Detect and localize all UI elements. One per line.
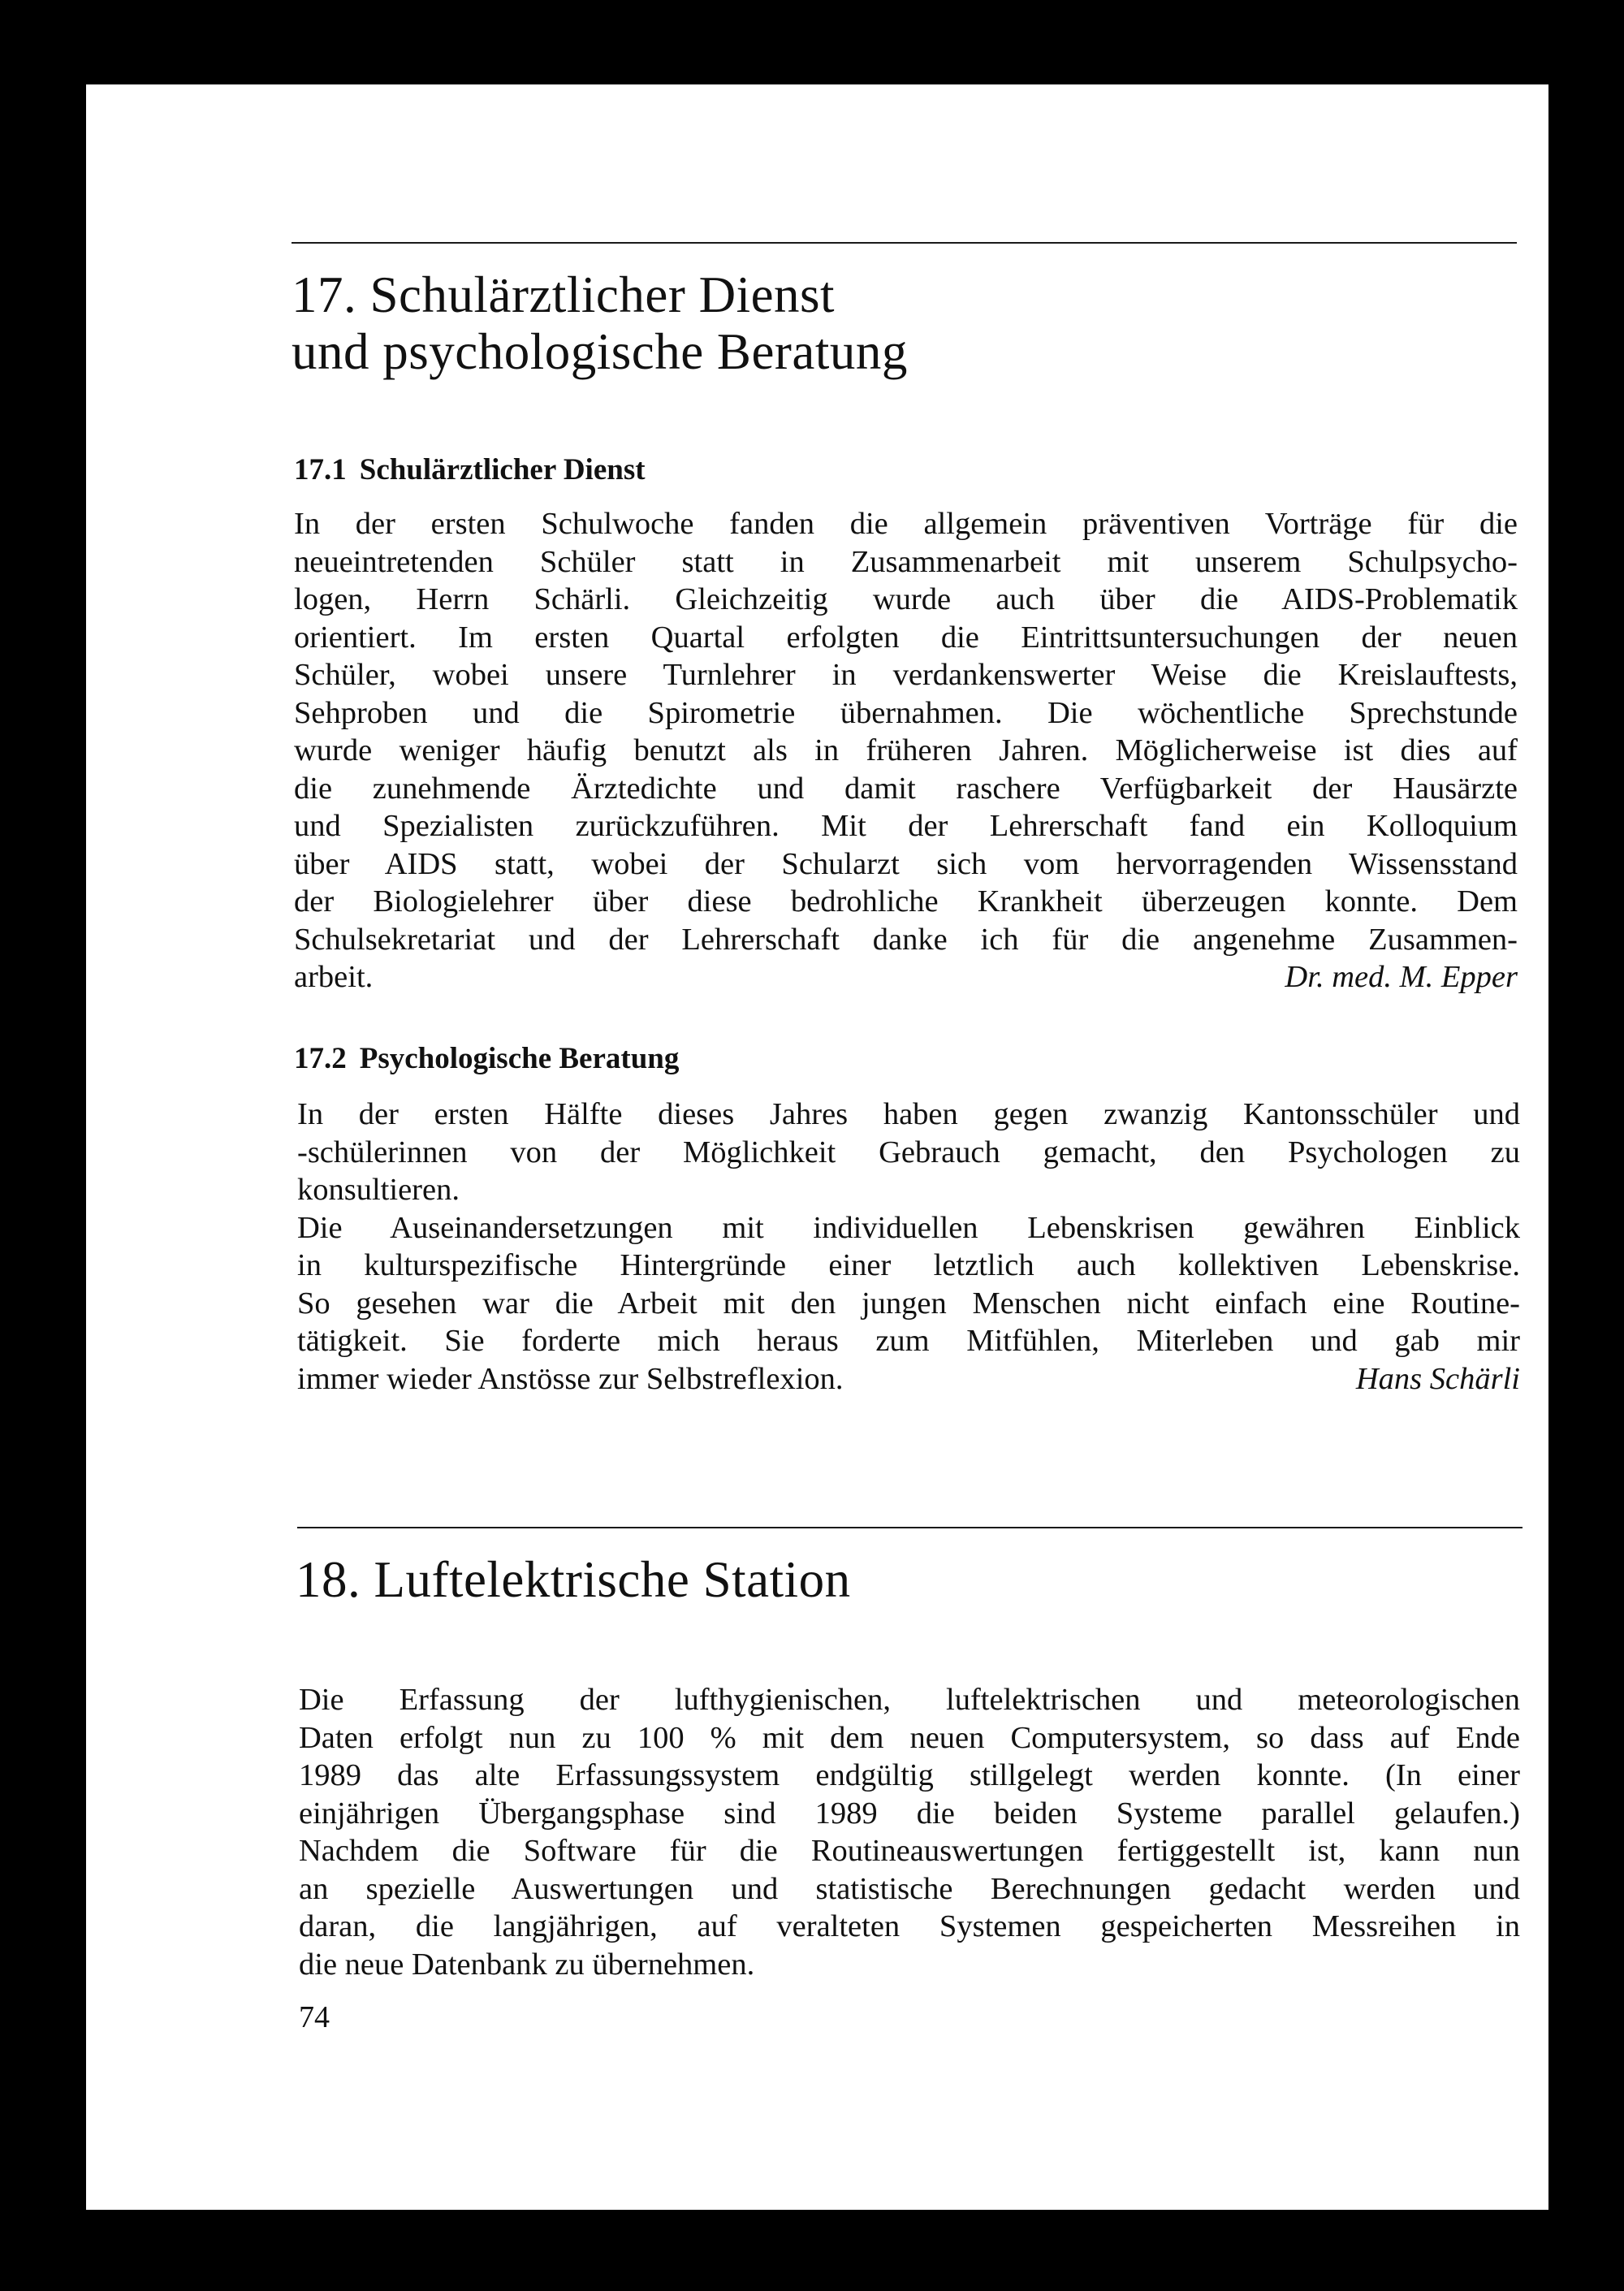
text-line: wurde weniger häufig benutzt als in früheren Jahren. Möglicherweise ist dies auf [294, 733, 1518, 767]
text-line: 1989 das alte Erfassungssystem endgültig stillgelegt werden konnte. (In einer [299, 1758, 1520, 1792]
text-line: einjährigen Übergangsphase sind 1989 die beiden Systeme parallel gelaufen.) [299, 1796, 1520, 1831]
text-line: daran, die langjährigen, auf veralteten Systemen gespeicherten Messreihen in [299, 1909, 1520, 1943]
chapter-18-title-text: 18. Luftelektrische Station [296, 1551, 851, 1608]
text-line-end: arbeit. [294, 960, 374, 994]
document-page [86, 84, 1548, 2210]
page-number: 74 [299, 2000, 330, 2034]
signature-line [297, 1360, 1520, 1398]
text-line: in kulturspezifische Hintergründe einer letztlich auch kollektiven Lebenskrise. [297, 1248, 1520, 1282]
text-line-end: die neue Datenbank zu übernehmen. [299, 1947, 755, 1982]
text-line: neueintretenden Schüler statt in Zusammenarbeit mit unserem Schulpsycho- [294, 544, 1518, 579]
text-line: an spezielle Auswertungen und statistische Berechnungen gedacht werden und [299, 1871, 1520, 1906]
text-line-end: immer wieder Anstösse zur Selbstreflexion. [297, 1361, 844, 1396]
text-line: Die Erfassung der lufthygienischen, luftelektrischen und meteorologischen [299, 1683, 1520, 1717]
text-line: tätigkeit. Sie forderte mich heraus zum Mitfühlen, Miterleben und gab mir [297, 1324, 1520, 1358]
text-line: der Biologielehrer über diese bedrohliche Krankheit überzeugen konnte. Dem [294, 884, 1518, 919]
chapter-17-title-line-1: 17. Schulärztlicher Dienst [292, 266, 836, 323]
chapter-17-title [292, 266, 908, 380]
section-17-1-label: Schulärztlicher Dienst [359, 453, 646, 486]
chapter-17-rule [292, 242, 1517, 244]
text-line: die zunehmende Ärztedichte und damit raschere Verfügbarkeit der Hausärzte [294, 771, 1518, 806]
chapter-18-rule [297, 1527, 1522, 1528]
chapter-18-paragraph [299, 1681, 1520, 1983]
section-17-2-title [294, 1041, 679, 1077]
text-line: Daten erfolgt nun zu 100 % mit dem neuen Computersystem, so dass auf Ende [299, 1720, 1520, 1755]
signature-line [294, 958, 1518, 996]
text-line: In der ersten Hälfte dieses Jahres haben gegen zwanzig Kantonsschüler und [297, 1097, 1520, 1131]
chapter-17-title-line-2: und psychologische Beratung [292, 323, 908, 380]
text-line: In der ersten Schulwoche fanden die allgemein präventiven Vorträge für die [294, 507, 1518, 541]
text-line: So gesehen war die Arbeit mit den jungen Menschen nicht einfach eine Routine- [297, 1286, 1520, 1321]
section-17-2-number: 17.2 [294, 1042, 347, 1075]
text-line: logen, Herrn Schärli. Gleichzeitig wurde auch über die AIDS-Problematik [294, 582, 1518, 616]
section-17-1-number: 17.1 [294, 453, 347, 486]
text-line: Sehproben und die Spirometrie übernahmen. Die wöchentliche Sprechstunde [294, 695, 1518, 730]
section-17-1-paragraph [294, 505, 1518, 996]
author-signature: Dr. med. M. Epper [1285, 960, 1518, 994]
chapter-18-title [296, 1551, 851, 1608]
section-17-2-label: Psychologische Beratung [359, 1042, 680, 1075]
text-line: Schüler, wobei unsere Turnlehrer in verdankenswerter Weise die Kreislauftests, [294, 658, 1518, 692]
text-line: -schülerinnen von der Möglichkeit Gebrauch gemacht, den Psychologen zu [297, 1135, 1520, 1169]
text-line: und Spezialisten zurückzuführen. Mit der Lehrerschaft fand ein Kolloquium [294, 809, 1518, 843]
section-17-2-paragraph [297, 1096, 1520, 1398]
text-line: Nachdem die Software für die Routineauswertungen fertiggestellt ist, kann nun [299, 1834, 1520, 1868]
section-17-1-title [294, 452, 646, 488]
text-line: Die Auseinandersetzungen mit individuellen Lebenskrisen gewähren Einblick [297, 1210, 1520, 1245]
text-line: Schulsekretariat und der Lehrerschaft danke ich für die angenehme Zusammen- [294, 922, 1518, 957]
text-line: orientiert. Im ersten Quartal erfolgten die Eintrittsuntersuchungen der neuen [294, 620, 1518, 655]
author-signature: Hans Schärli [1355, 1361, 1520, 1396]
text-line-end: konsultieren. [297, 1173, 460, 1207]
text-line: über AIDS statt, wobei der Schularzt sich vom hervorragenden Wissensstand [294, 846, 1518, 881]
